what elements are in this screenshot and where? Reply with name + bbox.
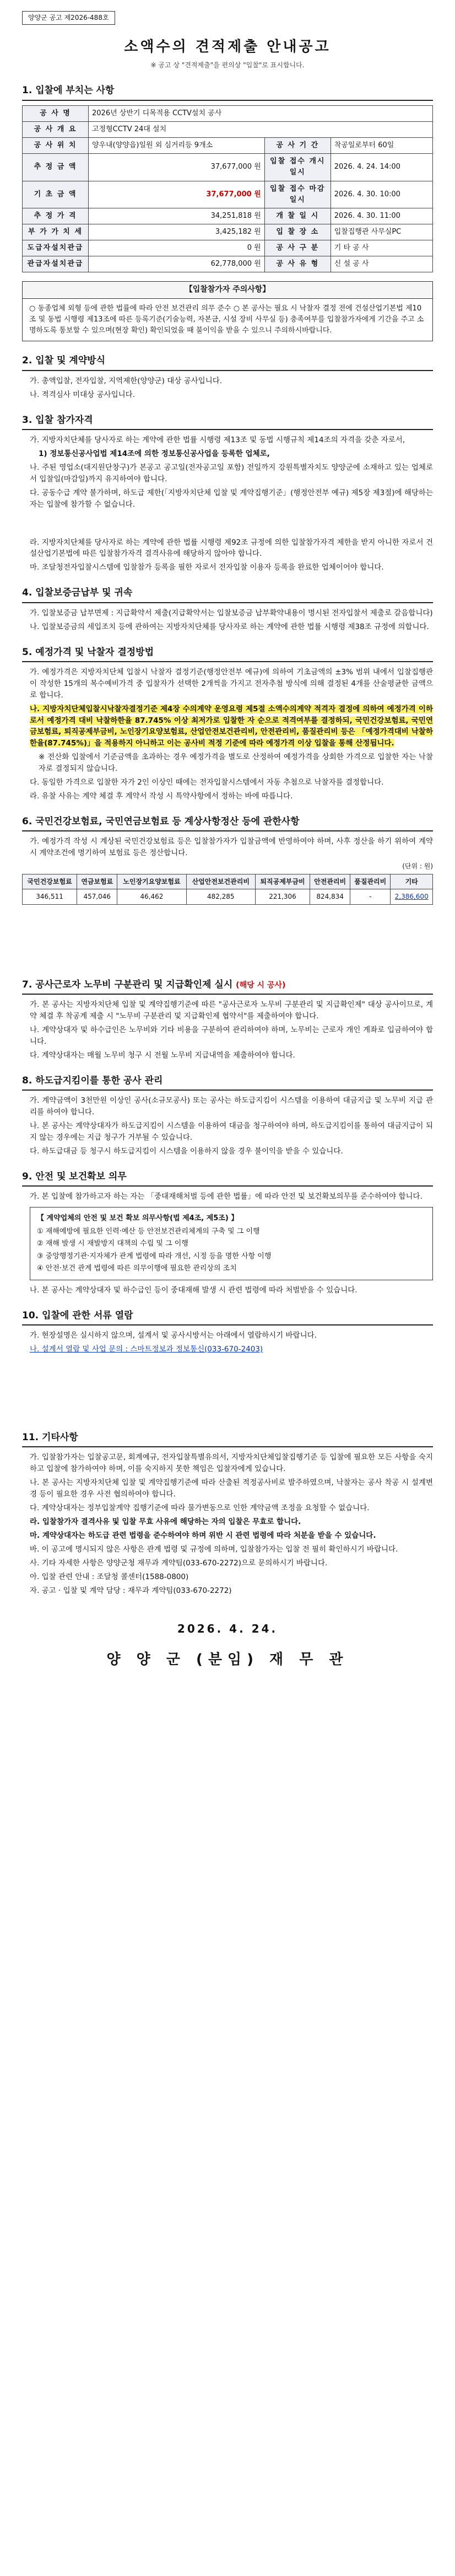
section-line: 가. 입찰보증금 납부면제 : 지급확약서 제출(지급확약서는 입찰보증금 납부확약내용이 명시된 전자입찰서 제출로 갈음합니다) <box>30 608 433 618</box>
row-label: 관급자설치관급 <box>23 256 89 272</box>
row-value: 기 타 공 사 <box>331 240 432 256</box>
table-cell: 824,834 <box>310 889 350 905</box>
row-label: 기 초 금 액 <box>23 181 89 208</box>
section-line: 나. 입찰보증금의 세입조치 등에 관하여는 지방자치단체를 당사자로 하는 계약에 관한 법률 시행령 제38조 규정에 의합니다. <box>30 622 429 631</box>
safety-duty-box <box>30 1207 433 1280</box>
section-line: 다. 계약상대자는 매월 노무비 청구 시 전월 노무비 지급내역을 제출하여야 합니다. <box>30 1050 295 1060</box>
row-label: 추 정 가 격 <box>23 208 89 224</box>
section-line: 가. 현장설명은 실시하지 않으며, 설계서 및 공사시방서는 아래에서 열람하시기 바랍니다. <box>30 1331 317 1340</box>
row-value: 2026. 4. 24. 14:00 <box>331 154 432 181</box>
row-label: 부 가 가 치 세 <box>23 224 89 240</box>
section-5-heading: 5. 예정가격 및 낙찰자 결정방법 <box>22 645 433 662</box>
row-label: 공 사 위 치 <box>23 138 89 154</box>
section-4-heading: 4. 입찰보증금납부 및 귀속 <box>22 586 433 603</box>
row-label: 공 사 기 간 <box>264 138 331 154</box>
row-label: 개 찰 일 시 <box>264 208 331 224</box>
section-line: 나. 계약상대자 및 하수급인은 노무비와 기타 비용을 구분하여 관리하여야 하며, 노무비는 근로자 개인 계좌로 입금하여야 합니다. <box>30 1026 434 1046</box>
section-line: ※ 전산화 입찰에서 기준금액을 초과하는 경우 예정가격을 별도로 산정하여 예정가격을 상회한 가격으로 입찰한 자는 낙찰자로 결정되지 않습니다. <box>39 753 433 774</box>
table-cell: - <box>350 889 391 905</box>
safety-box-title: 【 계약업체의 안전 및 보건 확보 의무사항(법 제4조, 제5조) 】 <box>37 1214 239 1223</box>
table-header: 퇴직공제부금비 <box>255 874 310 889</box>
section-line: 가. 총액입찰, 전자입찰, 지역제한(양양군) 대상 공사입니다. <box>30 376 223 385</box>
row-value: 37,677,000 원 <box>89 181 265 208</box>
safety-item: ③ 중앙행정기관·지자체가 관계 법령에 따라 개선, 시정 등을 명한 사항 이행 <box>37 1252 272 1260</box>
section-line: 라. 입찰참가자 결격사유 및 입찰 무효 사유에 해당하는 자의 입찰은 무효로 합니다. <box>30 1517 301 1526</box>
section-line: 나. 주된 영업소(대지원단창구)가 본공고 공고일(전자공고일 포함) 전일까지 강원특별자치도 양양군에 소재하고 있는 업체로서 입찰일(마감일)까지 유지하여야 합니다. <box>30 463 433 484</box>
row-value: 양우내(양양읍)일원 외 심거리등 9개소 <box>89 138 265 154</box>
page-title: 소액수의 견적제출 안내공고 <box>124 38 331 55</box>
section-line: 자. 공고 · 입찰 및 계약 담당 : 재무과 계약팀(033-670-2272) <box>30 1586 232 1595</box>
section-9-heading: 9. 안전 및 보건확보 의무 <box>22 1169 433 1187</box>
unit-note: (단위 : 원) <box>402 862 433 871</box>
table-header: 연금보험료 <box>77 874 117 889</box>
row-label: 추 정 금 액 <box>23 154 89 181</box>
section-line: 가. 예정가격 작성 시 계상된 국민건강보험료 등은 입찰참가자가 입찰금액에 반영하여야 하며, 사후 정산을 하기 위하여 계약시 계약조건에 명기하여 보험료 등은 정산합니다. <box>30 837 433 858</box>
section-line: 다. 공동수급 계약 불가하며, 하도급 제한(「지방자치단체 입찰 및 계약집행기준」(행정안전부 예규) 제5장 제3절)에 해당하는 자는 입찰에 참가할 수 없습니다. <box>30 488 433 509</box>
row-value: 0 원 <box>89 240 265 256</box>
notice-title: 【입찰참가자 주의사항】 <box>23 282 432 299</box>
section-line: 다. 하도급대금 등 청구시 하도급지킴이 시스템을 이용하지 않을 경우 불이익을 받을 수 있습니다. <box>30 1146 343 1156</box>
announcement-date: 2026. 4. 24. <box>177 1622 278 1636</box>
table-header: 안전관리비 <box>310 874 350 889</box>
section-line: 가. 계약금액이 3천만원 이상인 공사(소규모공사) 또는 공사는 하도급지킴이 시스템을 이용하여 대금지급 및 노무비 지급 관리를 하여야 합니다. <box>30 1096 433 1117</box>
section-3-heading: 3. 입찰 참가자격 <box>22 413 433 430</box>
section-line: 나. 본 공사는 계약상대자 및 하수급인 등이 중대재해 발생 시 관련 법령에 따라 처벌받을 수 있습니다. <box>30 1285 358 1295</box>
issuer-name: 양 양 군 (분임) 재 무 관 <box>106 1651 349 1668</box>
notice-text: ○ 동종업체 외형 등에 관한 법률에 따라 안전 보건관리 의무 준수 ○ 본 공사는 필요 시 낙찰자 결정 전에 건설산업기본법 제10조 및 동법 시행령 제13조에 따른 등록기준(기술능력, 자본금, 시설 장비 사무실 등) 충족여부를 입찰참가자에게 기간을 주고 소명하도록 통보할 수 있으며(현장 확인) 확인되었을 때 불이익을 받을 수 있으니 주의하시바랍니다. <box>29 304 424 335</box>
section-line: 라. 지방자치단체를 당사자로 하는 계약에 관한 법률 시행령 제92조 규정에 의한 입찰참가자격 제한을 받지 아니한 자로서 건설산업기본법에 따른 입찰참가자격 결격사유에 해당하지 않아야 합니다. <box>30 538 433 559</box>
row-label: 공 사 유 형 <box>264 256 331 272</box>
section-line: 마. 계약상대자는 하도급 관련 법령을 준수하여야 하며 위반 시 관련 법령에 따라 처분을 받을 수 있습니다. <box>30 1531 376 1540</box>
section-line: 라. 유찰 사유는 계약 체결 후 계약서 작성 시 특약사항에서 정하는 바에 따릅니다. <box>30 792 293 801</box>
section-line <box>30 1344 433 1355</box>
row-value: 2026. 4. 30. 10:00 <box>331 181 432 208</box>
safety-item: ④ 안전·보건 관계 법령에 따른 의무이행에 필요한 관리상의 조치 <box>37 1264 237 1273</box>
row-label: 입 찰 장 소 <box>264 224 331 240</box>
table-cell: 457,046 <box>77 889 117 905</box>
safety-item: ② 재해 발생 시 재발방지 대책의 수립 및 그 이행 <box>37 1239 188 1248</box>
table-header: 기타 <box>391 874 433 889</box>
section-line: 가. 본 입찰에 참가하고자 하는 자는 「중대재해처벌 등에 관한 법률」에 따라 안전 및 보건확보의무를 준수하여야 합니다. <box>30 1192 422 1201</box>
table-header: 품질관리비 <box>350 874 391 889</box>
section-line: 사. 기타 자세한 사항은 양양군청 재무과 계약팀(033-670-2272)으로 문의하시기 바랍니다. <box>30 1558 328 1568</box>
bidder-notice-box <box>22 281 433 341</box>
table-header: 국민건강보험료 <box>23 874 77 889</box>
row-label: 공 사 구 분 <box>264 240 331 256</box>
section-line: 가. 입찰참가자는 입찰공고문, 회계예규, 전자입찰특별유의서, 지방자치단체입찰집행기준 등 입찰에 필요한 모든 사항을 숙지하고 입찰에 참가하여야 하며, 이를 숙지하지 못한 책임은 입찰자에게 있습니다. <box>30 1453 433 1474</box>
row-value: 3,425,182 원 <box>89 224 265 240</box>
section-line: 1) 정보통신공사업법 제14조에 의한 정보통신공사업을 등록한 업체로, <box>39 449 270 458</box>
row-value: 입찰집행관 사무실PC <box>331 224 432 240</box>
row-value: 착공일로부터 60일 <box>331 138 432 154</box>
row-value: 2026. 4. 30. 11:00 <box>331 208 432 224</box>
section-line: 바. 이 공고에 명시되지 않은 사항은 관계 법령 및 규정에 의하며, 입찰참가자는 입찰 전 필히 확인하시기 바랍니다. <box>30 1544 398 1554</box>
row-label: 공 사 명 <box>23 105 89 121</box>
table-cell: 221,306 <box>255 889 310 905</box>
row-label: 입찰 접수 마감 일시 <box>264 181 331 208</box>
section-line: 가. 지방자치단체를 당사자로 하는 계약에 관한 법률 시행령 제13조 및 동법 시행규칙 제14조의 자격을 갖춘 자로서, <box>30 436 405 445</box>
design-docs-link[interactable]: 나. 설계서 열람 및 사업 문의 : 스마트정보과 정보통신(033-670-2403) <box>30 1345 263 1354</box>
section-line: 가. 예정가격은 지방자치단체 입찰시 낙찰자 결정기준(행정안전부 예규)에 의하여 기초금액의 ±3% 범위 내에서 입찰집행관이 작성한 15개의 복수예비가격 중 입찰자가 선택한 2개씩을 가지고 전자추첨 방식에 의해 결정된 4개를 산술평균한 금액으로 합니다. <box>30 667 433 700</box>
table-cell: 346,511 <box>23 889 77 905</box>
title-subnote: ※ 공고 상 "견적제출"을 편의상 "입찰"로 표시합니다. <box>150 61 305 69</box>
row-value: 37,677,000 원 <box>89 154 265 181</box>
section-7-heading: 7. 공사근로자 노무비 구분관리 및 지급확인제 실시 (해당 시 공사) <box>22 978 433 995</box>
row-value: 2026년 상반기 디목적용 CCTV설치 공사 <box>89 105 433 121</box>
section-10-heading: 10. 입찰에 관한 서류 열람 <box>22 1308 433 1325</box>
table-cell: 46,462 <box>117 889 186 905</box>
section-line: 다. 동일한 가격으로 입찰한 자가 2인 이상인 때에는 전자입찰시스템에서 자동 추첨으로 낙찰자를 결정합니다. <box>30 778 384 787</box>
row-label: 입찰 접수 개시 일시 <box>264 154 331 181</box>
section-line: 나. 적격심사 미대상 공사입니다. <box>30 390 135 399</box>
table-header: 산업안전보건관리비 <box>186 874 255 889</box>
section-line: 가. 본 공사는 지방자치단체 입찰 및 계약집행기준에 따른 "공사근로자 노무비 구분관리 및 지급확인제" 대상 공사이므로, 계약 체결 후 착공계 제출 시 "노무비 구분관리 및 지급확인제 협약서"를 제출하여야 합니다. <box>30 1000 433 1021</box>
insurance-table <box>22 874 433 905</box>
row-value: 62,778,000 원 <box>89 256 265 272</box>
row-label: 도급자설치관급 <box>23 240 89 256</box>
section-8-heading: 8. 하도급지킴이를 통한 공사 관리 <box>22 1074 433 1091</box>
table-header: 노인장기요양보험료 <box>117 874 186 889</box>
section-1-heading: 1. 입찰에 부치는 사항 <box>22 83 433 100</box>
safety-item: ① 재해예방에 필요한 인력·예산 등 안전보건관리체계의 구축 및 그 이행 <box>37 1227 260 1236</box>
row-label: 공 사 개 요 <box>23 121 89 137</box>
row-value: 고정형CCTV 24대 설치 <box>89 121 433 137</box>
table-cell: 482,285 <box>186 889 255 905</box>
section-line: 다. 계약상대자는 정부입찰계약 집행기준에 따라 물가변동으로 인한 계약금액 조정을 요청할 수 없습니다. <box>30 1503 370 1512</box>
section-line: 아. 입찰 관련 안내 : 조달청 콜센터(1588-0800) <box>30 1572 189 1581</box>
section-2-heading: 2. 입찰 및 계약방식 <box>22 353 433 371</box>
row-value: 34,251,818 원 <box>89 208 265 224</box>
overview-table <box>22 105 433 273</box>
document-number: 양양군 공고 제2026-488호 <box>22 11 115 25</box>
section-11-heading: 11. 기타사항 <box>22 1430 433 1447</box>
section-line: 나. 본 공사는 계약상대자가 하도급지킴이 시스템을 이용하여 대금을 청구하여야 하며, 하도급지킴이를 통하여 대금지급이 되지 않는 경우에는 지급 청구가 거부될 수 있습니다. <box>30 1121 433 1142</box>
table-cell: 2,386,600 <box>391 889 433 905</box>
row-value: 신 설 공 사 <box>331 256 432 272</box>
section-line: 마. 조달청전자입찰시스템에 입찰참가 등록을 필한 자로서 전자입찰 이용자 등록을 완료한 업체이어야 합니다. <box>30 563 384 572</box>
section-line: 나. 본 공사는 지방자치단체 입찰 및 계약집행기준에 따라 산출된 적정공사비로 발주하였으며, 낙찰자는 공사 착공 시 설계변경 등이 필요한 경우 사전 협의하여야 합니다. <box>30 1478 433 1499</box>
section-line: 나. 지방자치단체입찰시낙찰자결정기준 제4장 수의계약 운영요령 제5절 소액수의계약 적격자 결정에 의하여 예정가격 이하로서 예정가격 대비 낙찰하한율 87.745% 이상 최저가로 입찰한 자 순으로 적격여부를 결정하되, 국민건강보험료, 국민연금보험료, 퇴직공제부금비, 노인장기요양보험료, 산업안전보건관리비, 안전관리비, 품질관리비 등은 「예정가격대비 낙찰하한율(87.745%)」을 적용하지 아니하고 이는 공사비 적정 기준에 따라 예정가격 이상 입찰을 통해 산정됩니다. <box>30 704 433 748</box>
section-6-heading: 6. 국민건강보험료, 국민연금보험료 등 계상사항정산 등에 관한사항 <box>22 814 433 831</box>
